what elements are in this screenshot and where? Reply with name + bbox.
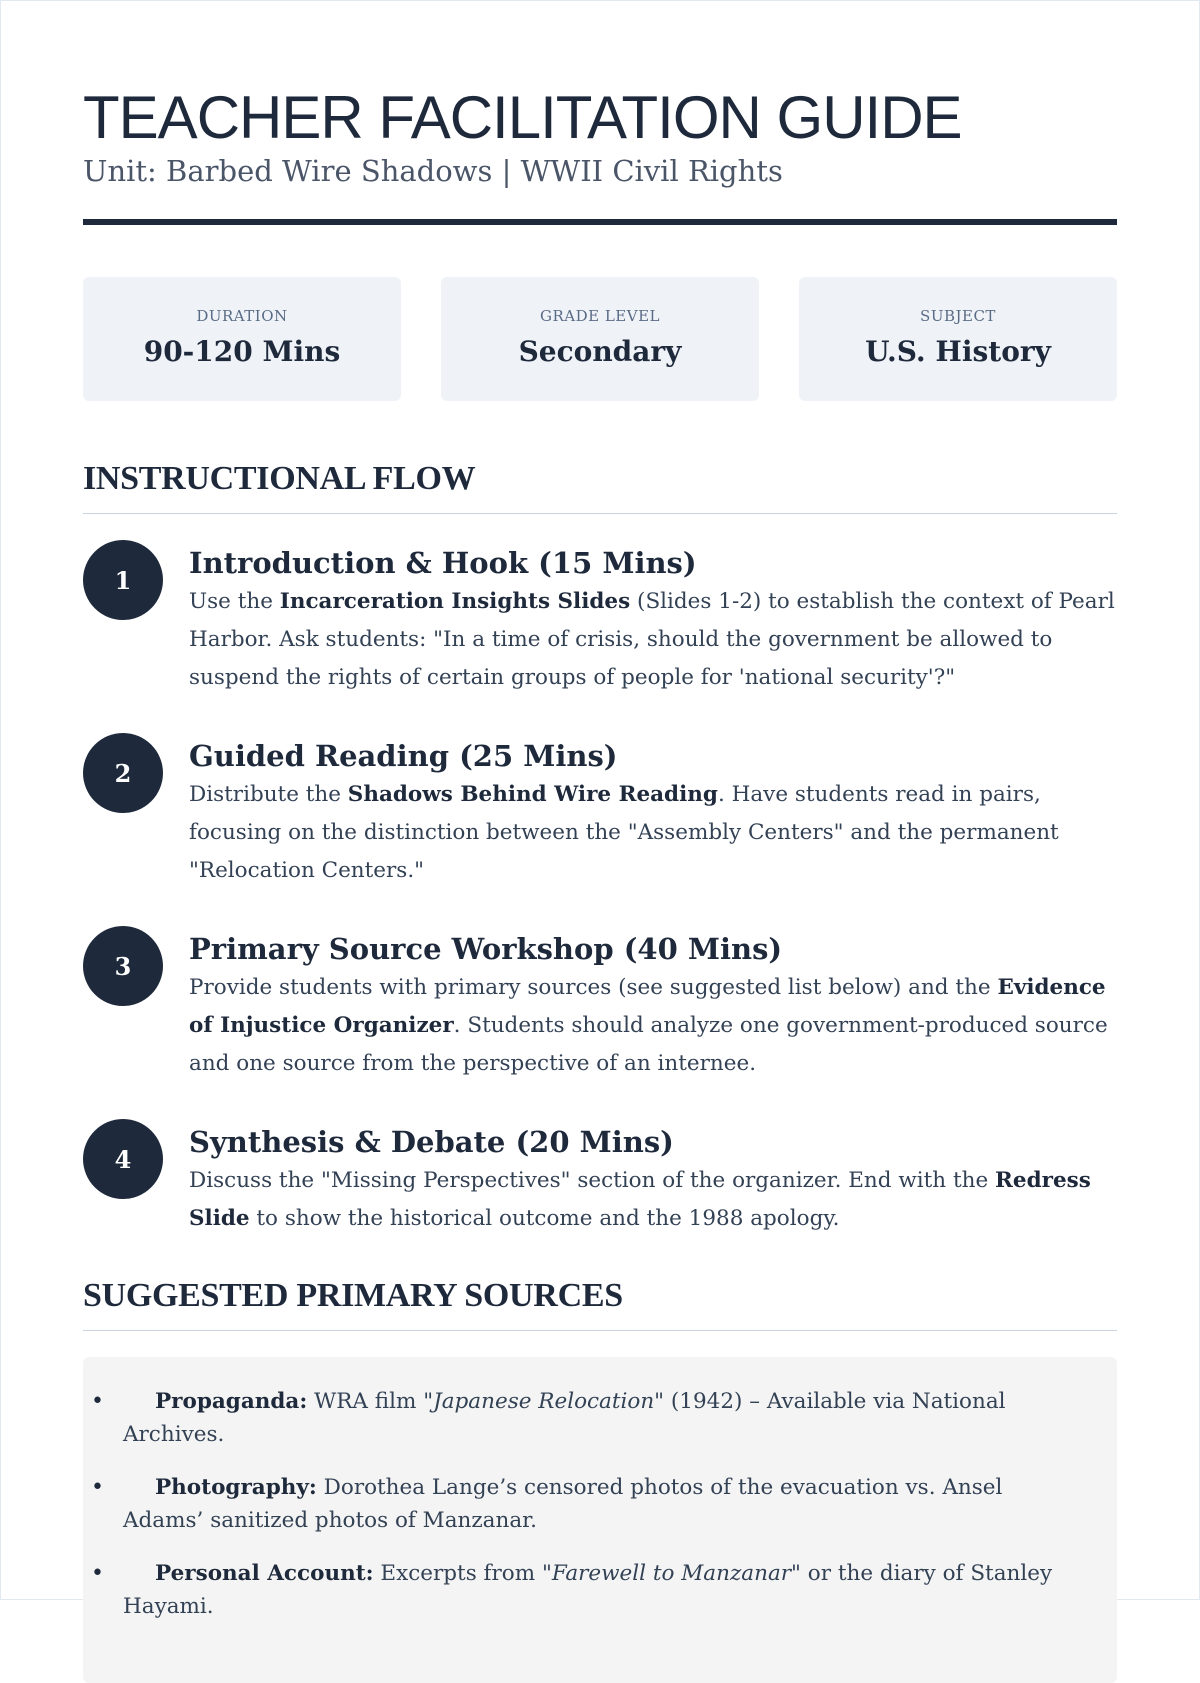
source-label: Propaganda: — [155, 1389, 308, 1414]
step-title: Guided Reading (25 Mins) — [189, 739, 618, 773]
step-body — [189, 1119, 1117, 1238]
step-text: . Have students read in pairs, focusing on the distinction between the "Assembly Centers" and the permanent "Relocation Centers." — [189, 782, 1059, 883]
source-text: (1942) – Available via National Archives. — [123, 1389, 1006, 1447]
page-subtitle: Unit: Barbed Wire Shadows | WWII Civil Rights — [83, 154, 783, 188]
step-title: Synthesis & Debate (20 Mins) — [189, 1125, 674, 1159]
step-item — [83, 733, 1117, 890]
source-text: Dorothea Lange’s censored photos of the evacuation vs. Ansel Adams’ sanitized photos of Manzanar. — [123, 1475, 1003, 1533]
primary-sources-list — [91, 1385, 1079, 1623]
stat-value: Secondary — [518, 335, 682, 368]
source-text: WRA film — [307, 1389, 424, 1414]
step-description — [189, 776, 1117, 890]
bullet-icon: • — [91, 1561, 104, 1586]
title-divider — [83, 219, 1117, 225]
step-description — [189, 583, 1117, 697]
step-text: Provide students with primary sources (see suggested list below) and the — [189, 975, 998, 1000]
step-text: Discuss the "Missing Perspectives" section of the organizer. End with the — [189, 1168, 996, 1193]
primary-sources-box — [83, 1357, 1117, 1683]
step-text: Use the — [189, 589, 280, 614]
step-resource-name: Evidence of Injustice Organizer — [189, 975, 1106, 1038]
page-title: TEACHER FACILITATION GUIDE — [83, 84, 962, 151]
source-label: Personal Account: — [155, 1561, 374, 1586]
source-text: or the diary of Stanley Hayami. — [123, 1561, 1053, 1619]
source-title: "Farewell to Manzanar" — [541, 1561, 801, 1586]
step-resource-name: Shadows Behind Wire Reading — [347, 782, 718, 807]
list-item — [91, 1557, 1079, 1623]
step-description — [189, 1162, 1117, 1238]
step-body — [189, 540, 1117, 697]
step-resource-name: Incarceration Insights Slides — [279, 589, 631, 614]
step-number-badge: 4 — [83, 1119, 163, 1199]
step-number-badge: 2 — [83, 733, 163, 813]
stat-value: U.S. History — [865, 335, 1051, 368]
instructional-flow-heading: INSTRUCTIONAL FLOW — [83, 457, 1117, 514]
step-resource-name: Redress Slide — [189, 1168, 1091, 1231]
step-item — [83, 1119, 1117, 1238]
list-item — [91, 1385, 1079, 1451]
bullet-icon: • — [91, 1475, 104, 1500]
step-body — [189, 733, 1117, 890]
list-item — [91, 1471, 1079, 1537]
stat-card-duration — [83, 277, 401, 401]
step-text: (Slides 1-2) to establish the context of Pearl Harbor. Ask students: "In a time of crisis, should the government be allowed to suspend the rights of certain groups of people for 'national security'?" — [189, 589, 1115, 690]
step-text: . Students should analyze one government-produced source and one source from the perspective of an internee. — [189, 1013, 1108, 1076]
step-text: to show the historical outcome and the 1988 apology. — [249, 1206, 840, 1231]
instructional-steps — [83, 540, 1117, 1238]
stat-label: SUBJECT — [920, 307, 996, 325]
source-label: Photography: — [155, 1475, 317, 1500]
stats-row — [83, 277, 1117, 401]
bullet-icon: • — [91, 1389, 104, 1414]
stat-label: GRADE LEVEL — [539, 307, 660, 325]
source-title: "Japanese Relocation" — [423, 1389, 665, 1414]
step-title: Introduction & Hook (15 Mins) — [189, 546, 697, 580]
stat-card-grade-level — [441, 277, 759, 401]
step-text: Distribute the — [189, 782, 348, 807]
step-item — [83, 540, 1117, 697]
stat-value: 90-120 Mins — [143, 335, 341, 368]
step-body — [189, 926, 1117, 1083]
step-number-badge: 1 — [83, 540, 163, 620]
primary-sources-heading: SUGGESTED PRIMARY SOURCES — [83, 1274, 1117, 1331]
step-number-badge: 3 — [83, 926, 163, 1006]
step-description — [189, 969, 1117, 1083]
step-title: Primary Source Workshop (40 Mins) — [189, 932, 783, 966]
source-text: Excerpts from — [373, 1561, 542, 1586]
stat-card-subject — [799, 277, 1117, 401]
stat-label: DURATION — [196, 307, 288, 325]
step-item — [83, 926, 1117, 1083]
